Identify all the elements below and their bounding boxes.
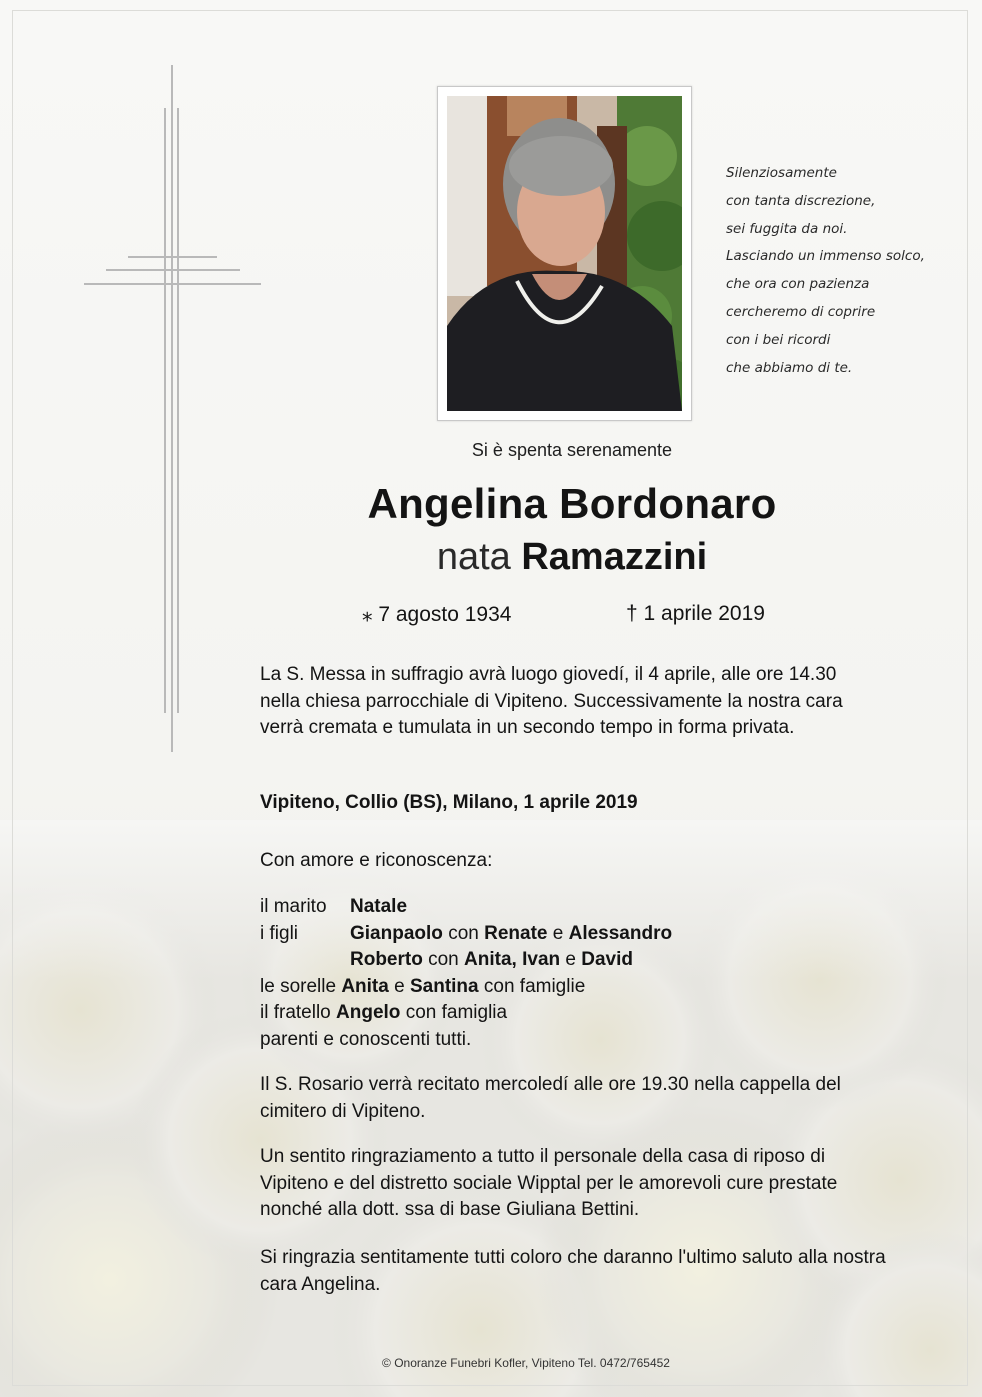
partner-name: Anita,: [464, 949, 517, 970]
connector: e: [552, 922, 564, 944]
connector: con: [448, 922, 479, 944]
sister-name: Anita: [341, 975, 389, 997]
poem-line: Lasciando un immenso solco,: [726, 248, 925, 265]
suffix: con famiglia: [405, 1002, 508, 1023]
mass-notice: La S. Messa in suffragio avrà luogo giovedí, il 4 aprile, alle ore 14.30 nella chiesa parrocchiale di Vipiteno. Successivamente la nostra cara verrà cremata e tumulata in un secondo tempo in forma privata.: [260, 664, 843, 738]
poem-line: Silenziosamente: [726, 165, 837, 181]
role-label: il marito: [260, 896, 327, 917]
poem-line: con i bei ricordi: [726, 331, 831, 348]
poem-line: con tanta discrezione,: [726, 192, 876, 209]
connector: e: [565, 949, 576, 970]
intro-text: Si è spenta serenamente: [471, 440, 673, 460]
connector: e: [394, 975, 405, 997]
role-label: i figli: [260, 922, 299, 944]
husband-name: Natale: [350, 896, 408, 917]
family-row-husband: [260, 894, 900, 921]
maiden-surname: Ramazzini: [521, 536, 708, 578]
grandchild-name: David: [581, 949, 634, 970]
brother-name: Angelo: [336, 1002, 401, 1023]
relatives-text: parenti e conoscenti tutti.: [260, 1028, 472, 1050]
grandchild-name: Ivan: [522, 949, 561, 970]
thanks-all: Si ringrazia sentitamente tutti coloro che daranno l'ultimo saluto alla nostra cara Angelina.: [260, 1247, 886, 1295]
family-row-children: [260, 921, 900, 948]
maiden-name: [105, 536, 982, 579]
role-label: le sorelle: [260, 975, 337, 997]
suffix: con famiglie: [483, 975, 586, 997]
family-row-sisters: [260, 974, 900, 1001]
footer-credit: © Onoranze Funebri Kofler, Vipiteno Tel. 0472/765452: [382, 1356, 670, 1370]
place-date: Vipiteno, Collio (BS), Milano, 1 aprile 2019: [260, 792, 638, 813]
poem-line: che ora con pazienza: [726, 276, 870, 293]
family-row-brother: [260, 1000, 900, 1027]
role-label: il fratello: [260, 1002, 331, 1023]
portrait-frame: [437, 86, 692, 421]
sister-name: Santina: [409, 975, 479, 997]
poem-line: che abbiamo di te.: [726, 359, 853, 376]
poem: [726, 160, 956, 382]
child-name: Roberto: [350, 949, 423, 970]
poem-line: sei fuggita da noi.: [726, 220, 848, 237]
partner-name: Renate: [484, 922, 548, 944]
family-row-relatives: [260, 1027, 900, 1054]
thanks-staff: Un sentito ringraziamento a tutto il personale della casa di riposo di Vipiteno e del distretto sociale Wipptal per le amorevoli cure prestate nonché alla dott. ssa di base Giuliana Bettini.: [260, 1146, 838, 1220]
rosary-notice: Il S. Rosario verrà recitato mercoledí alle ore 19.30 nella cappella del cimitero di Vipiteno.: [260, 1074, 841, 1122]
family-list: [260, 894, 900, 1053]
child-name: Gianpaolo: [350, 922, 443, 944]
birth-date: ⁎ 7 agosto 1934: [362, 603, 512, 626]
deceased-name: Angelina Bordonaro: [367, 480, 777, 527]
grandchild-name: Alessandro: [568, 922, 673, 944]
family-row-children-2: [260, 947, 900, 974]
maiden-prefix: nata: [436, 536, 511, 578]
poem-line: cercheremo di coprire: [726, 303, 876, 320]
connector: con: [428, 949, 459, 970]
death-date: † 1 aprile 2019: [626, 602, 765, 625]
with-love-text: Con amore e riconoscenza:: [260, 850, 493, 871]
portrait-photo: [447, 96, 682, 411]
